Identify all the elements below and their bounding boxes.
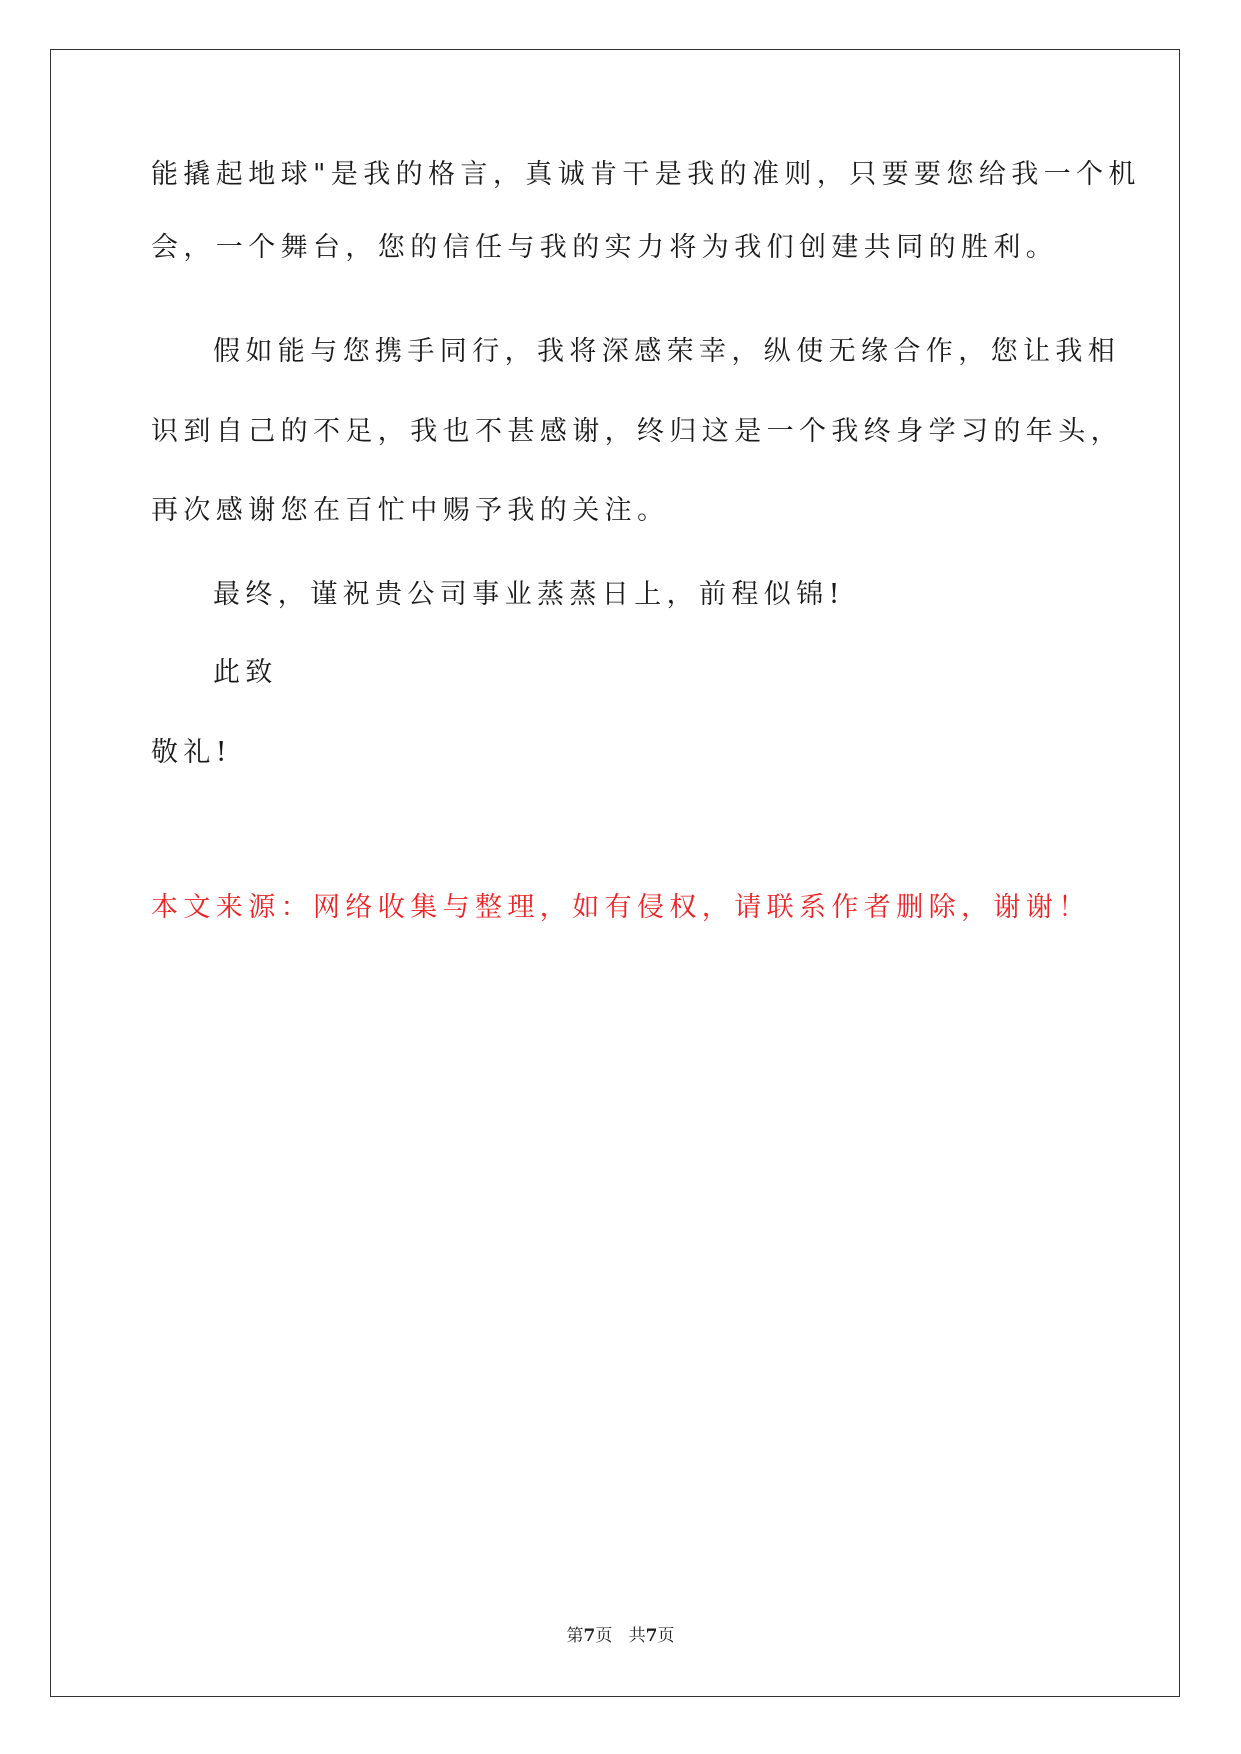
salutation-ci-zhi: 此致 — [213, 657, 278, 688]
footer-page-prefix: 第 — [566, 1626, 584, 1646]
page-frame — [50, 49, 1180, 1697]
footer-page-mid: 页 共 — [595, 1626, 646, 1646]
footer-page-total: 7 — [645, 1626, 658, 1646]
paragraph-line-4: 识到自己的不足，我也不甚感谢，终归这是一个我终身学习的年头， — [151, 416, 1123, 447]
footer-page-current: 7 — [583, 1626, 596, 1646]
paragraph-line-1: 能撬起地球"是我的格言，真诚肯干是我的准则，只要要您给我一个机 — [151, 159, 1141, 190]
paragraph-line-2: 会，一个舞台，您的信任与我的实力将为我们创建共同的胜利。 — [151, 232, 1059, 263]
closing-wish: 最终，谨祝贵公司事业蒸蒸日上，前程似锦! — [213, 579, 845, 610]
salutation-jing-li: 敬礼! — [151, 737, 233, 768]
footer-page-suffix: 页 — [657, 1626, 675, 1646]
paragraph-line-5: 再次感谢您在百忙中赐予我的关注。 — [151, 495, 670, 526]
source-note: 本文来源：网络收集与整理，如有侵权，请联系作者删除，谢谢！ — [151, 892, 1091, 923]
page-footer — [0, 1625, 1241, 1647]
paragraph-line-3: 假如能与您携手同行，我将深感荣幸，纵使无缘合作，您让我相 — [213, 336, 1121, 367]
